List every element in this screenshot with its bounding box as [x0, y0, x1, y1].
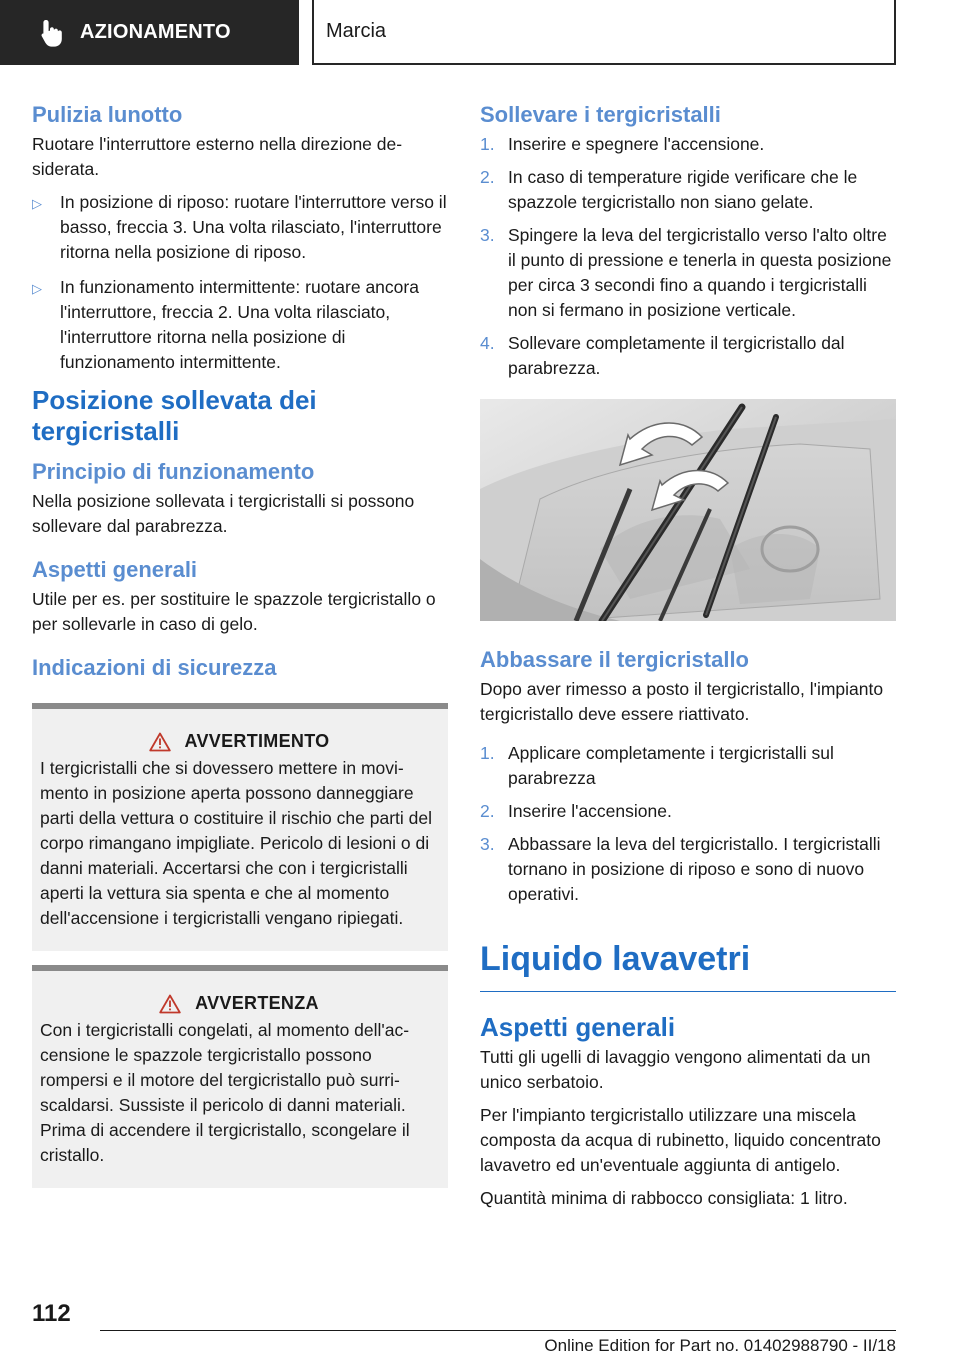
- paragraph-liquido-2: Per l'impianto tergicristallo utilizzare una miscela composta da acqua di rubinetto, liquido concentrato lavavetro ed un'eventuale aggiunta di antigelo.: [480, 1105, 881, 1175]
- hand-pointer-icon: [40, 18, 66, 48]
- section-label: AZIONAMENTO: [80, 21, 231, 43]
- triangle-bullet-icon: ▷: [32, 196, 42, 211]
- heading-aspetti-generali: Aspetti generali: [32, 557, 198, 582]
- list-item: 4. Sollevare completamente il tergicristallo dal parabrezza.: [480, 333, 845, 378]
- caution-title-row: [40, 993, 438, 1014]
- warning-triangle-icon: [149, 732, 171, 752]
- paragraph-liquido-1: Tutti gli ugelli di lavaggio vengono alimentati da un unico serbatoio.: [480, 1047, 871, 1092]
- paragraph-principio: Nella posizione sollevata i tergicristalli si possono sollevare dal parabrezza.: [32, 491, 415, 536]
- list-item: 1. Inserire e spegnere l'accensione.: [480, 134, 765, 154]
- heading-indicazioni-sicurezza: Indicazioni di sicurezza: [32, 655, 277, 680]
- list-item: 1. Applicare completamente i tergicristalli sul parabrezza: [480, 743, 834, 788]
- caution-title: AVVERTENZA: [195, 993, 319, 1013]
- warning-title: AVVERTIMENTO: [184, 731, 330, 751]
- list-item: 3. Abbassare la leva del tergicristallo. I tergicristalli tornano in posizione di riposo e sono di nuovo operativi.: [480, 834, 881, 904]
- right-column: [480, 100, 896, 1219]
- paragraph-liquido-3: Quantità minima di rabbocco consigliata: 1 litro.: [480, 1188, 848, 1208]
- chapter-label: Marcia: [326, 20, 387, 42]
- section-header: [0, 0, 299, 65]
- edition-footer: Online Edition for Part no. 01402988790 - II/18: [544, 1336, 896, 1355]
- heading-posizione-sollevata: Posizione sollevata dei tergicristalli: [32, 385, 317, 446]
- heading-pulizia-lunotto: Pulizia lunotto: [32, 102, 183, 127]
- sollevare-steps: [480, 132, 896, 381]
- warning-triangle-icon: [159, 994, 181, 1014]
- bullet-text: In funzionamento intermittente: ruotare ancora l'interruttore, freccia 2. Una volta rilasciato, l'interruttore ritorna nella posizione di funzionamento intermittente.: [60, 277, 419, 372]
- bullet-item: [32, 275, 448, 375]
- heading-principio: Principio di funzionamento: [32, 459, 315, 484]
- chapter-tab: [312, 0, 896, 65]
- wiper-illustration: [480, 399, 896, 621]
- heading-sollevare: Sollevare i tergicristalli: [480, 102, 721, 127]
- warning-box: [32, 703, 448, 951]
- list-item: 3. Spingere la leva del tergicristallo verso l'alto oltre il punto di pressione e tenerla in questa posizione per circa 3 secondi fino a quando i tergicristalli non si fermano in posizione verticale.: [480, 225, 892, 320]
- heading-aspetti-generali-2: Aspetti generali: [480, 1012, 676, 1042]
- heading-liquido-lavavetri: Liquido lavavetri: [480, 935, 896, 992]
- warning-title-row: [40, 731, 438, 752]
- heading-abbassare: Abbassare il tergicristallo: [480, 647, 749, 672]
- abbassare-steps: [480, 741, 896, 907]
- paragraph-pulizia: Ruotare l'interruttore esterno nella direzione desiderata.: [32, 134, 403, 179]
- footer-divider: [100, 1330, 896, 1331]
- paragraph-aspetti: Utile per es. per sostituire le spazzole tergicristallo o per sollevarle in caso di gelo.: [32, 589, 436, 634]
- warning-text: I tergicristalli che si dovessero mettere in movimento in posizione aperta possono danneggiare parti della vettura o costituire il rischio che parti del corpo rimangano impigliate. Pericolo di lesioni o di danni materiali. Accertarsi che con i tergicristalli aperti la vettura sia spenta e che al momento dell'accensione i tergicristalli vengano ripiegati.: [40, 758, 432, 928]
- paragraph-abbassare: Dopo aver rimesso a posto il tergicristallo, l'impianto tergicristallo deve essere riattivato.: [480, 679, 884, 724]
- bullet-item: [32, 190, 448, 265]
- caution-text: Con i tergicristalli congelati, al momento dell'accensione le spazzole tergicristallo possono rompersi e il motore del tergicristallo può surriscaldarsi. Sussiste il pericolo di danni materiali. Prima di accendere il tergicristallo, scongelare il cristallo.: [40, 1020, 410, 1165]
- bullet-text: In posizione di riposo: ruotare l'interruttore verso il basso, freccia 3. Una volta rilasciato, l'interruttore ritorna nella posizione di riposo.: [60, 192, 447, 262]
- list-item: 2. In caso di temperature rigide verificare che le spazzole tergicristallo non siano gelate.: [480, 167, 858, 212]
- page-number: 112: [32, 1300, 71, 1327]
- caution-box: [32, 965, 448, 1188]
- left-column: [32, 100, 448, 1202]
- list-item: 2. Inserire l'accensione.: [480, 801, 672, 821]
- triangle-bullet-icon: ▷: [32, 281, 42, 296]
